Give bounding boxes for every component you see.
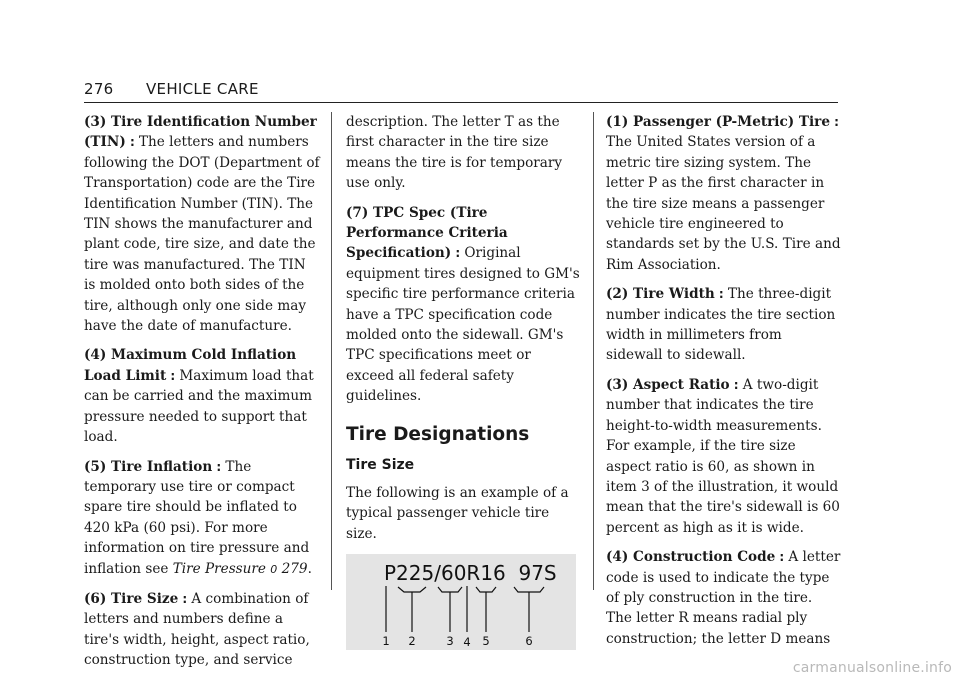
definition-text: A letter code is used to indicate the type of ply construction in the tire. The letter R means radial ply construction; the letter D means [606,549,841,647]
callout-1: 1 [382,633,390,648]
definition-text: A combination of letters and numbers define a tire's width, height, aspect ratio, construction type, and service [84,590,310,669]
column-divider [331,112,332,590]
definition-separator: : [212,459,226,474]
column-divider [593,112,594,590]
definition-tire-size [84,589,320,671]
page-header [84,80,838,103]
definition-term: (4) Construction Code [606,549,776,566]
definition-term: (7) TPC Spec (Tire Performance Criteria Specification) [346,204,508,262]
callout-2: 2 [408,633,416,648]
definition-separator: : [830,115,839,129]
callout-6: 6 [525,633,533,648]
column-left [84,112,320,680]
definition-separator: : [714,287,728,302]
section-title: VEHICLE CARE [146,80,259,98]
definition-tpc [346,203,582,407]
definition-text: A two-digit number that indicates the tire height-to-width measurements. For example, if the tire size aspect ratio is 60, as shown in item 3 of the illustration, it would mean that the tire's sidewall is 60 percent as high as it is wide. [606,376,840,536]
cross-reference-link[interactable] [173,561,308,577]
definition-construction [606,547,842,649]
section-heading: Tire Designations [346,423,530,445]
definition-width [606,284,842,366]
column-right [606,112,842,658]
definition-aspect [606,375,842,538]
definition-term: (1) Passenger (P-Metric) Tire [606,114,830,130]
callout-5: 5 [482,633,490,648]
definition-term: (3) Tire Identification Number (TIN) [84,114,317,151]
definition-term: (6) Tire Size [84,590,179,607]
definition-text: The temporary use tire or compact spare tire should be inflated to 420 kPa (60 psi). For more information on tire pressure and inflation see [84,458,310,577]
column-middle [346,112,582,650]
page-number: 276 [84,80,114,98]
definition-text: The three-digit number indicates the tire section width in millimeters from sidewall to sidewall. [606,286,836,364]
definition-text: The letters and numbers following the DOT (Department of Transportation) code are the Tire Identification Number (TIN). The TIN shows the manufacturer and plant code, tire size, and date the tire was manufactured. The TIN is molded onto both sides of the tire, although only one side may have the date of manufacture. [84,134,320,335]
definition-term: (5) Tire Inflation [84,458,213,475]
continued-text: description. The letter T as the first character in the tire size means the tire is for temporary use only. [346,114,563,192]
definition-text: Maximum load that can be carried and the maximum pressure needed to support that load. [84,367,314,446]
definition-separator: : [775,550,789,565]
cross-reference-page: 279 [281,560,308,577]
definition-cold-load [84,345,320,447]
definition-separator: : [729,377,743,392]
definition-term: (4) Maximum Cold Inflation Load Limit [84,347,297,384]
definition-text: The United States version of a metric tire sizing system. The letter P as the first character in the tire size means a passenger vehicle tire engineered to standards set by the U.S. Tire and Rim Association. [606,134,841,273]
definition-passenger [606,112,842,275]
page-arrow-icon: 0 [270,562,278,576]
definition-tin [84,112,320,336]
definition-separator: : [178,591,192,606]
callout-4: 4 [463,634,471,649]
watermark: carmanualsonline.info [792,660,952,676]
definition-separator: : [125,135,139,150]
cross-reference-title: Tire Pressure [172,560,266,577]
callout-3: 3 [446,633,454,648]
definition-separator: : [451,246,465,261]
tire-size-illustration [346,554,576,650]
definition-text: Original equipment tires designed to GM's specific tire performance criteria have a TPC specification code molded onto the sidewall. GM's TPC specifications meet or exceed all federal safety guidelines. [346,245,580,405]
subsection-heading: Tire Size [346,456,415,473]
sentence-end: . [307,560,312,577]
definition-inflation [84,457,320,580]
tire-size-code: P225/60R16 97S [384,560,557,585]
definition-term: (3) Aspect Ratio [606,376,730,393]
intro-text: The following is an example of a typical passenger vehicle tire size. [346,484,569,542]
definition-separator: : [166,368,180,383]
definition-term: (2) Tire Width [606,286,715,303]
